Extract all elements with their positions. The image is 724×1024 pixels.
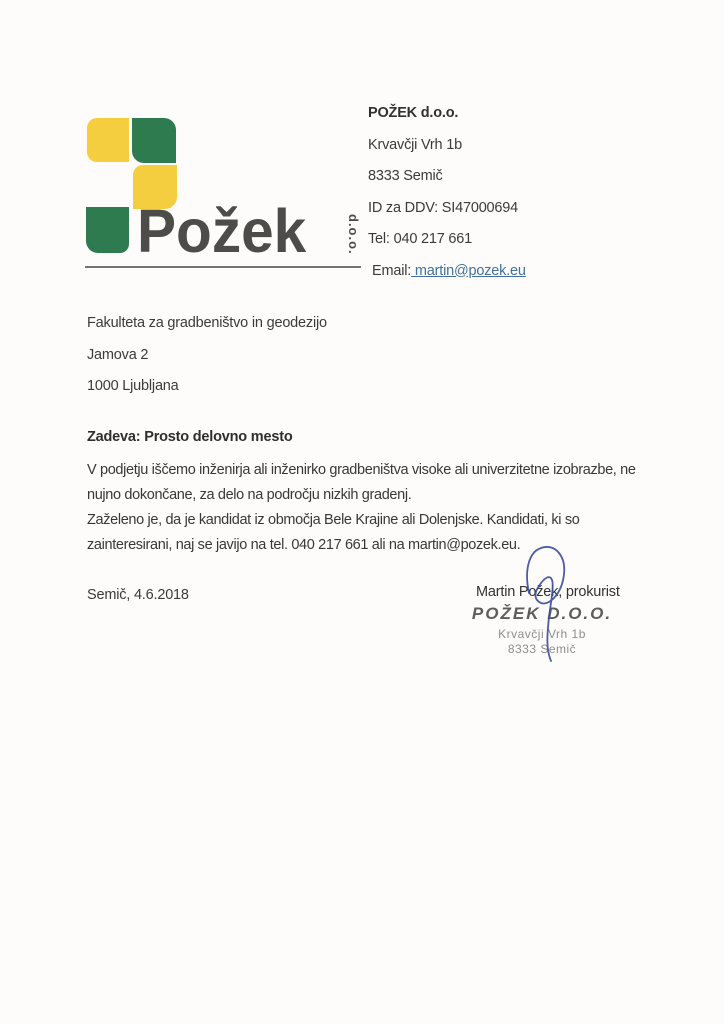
paragraph-line: Zaželeno je, da je kandidat iz območja Bele Krajine ali Dolenjske. Kandidati, ki so — [87, 512, 580, 528]
stamp-street: Krvavčji Vrh 1b — [498, 627, 586, 641]
paragraph-line: V podjetju iščemo inženirja ali inženirko gradbeništva visoke ali univerzitetne izobrazbe, ne — [87, 462, 636, 478]
recipient-street: Jamova 2 — [87, 346, 149, 363]
company-name: POŽEK d.o.o. — [368, 105, 459, 121]
logo-wordmark: Požek — [137, 197, 307, 265]
logo-square-yellow-top — [87, 118, 129, 162]
company-city: 8333 Semič — [368, 168, 443, 184]
company-stamp — [452, 604, 632, 657]
recipient-name: Fakulteta za gradbeništvo in geodezijo — [87, 315, 327, 331]
company-vat-id: ID za DDV: SI47000694 — [368, 199, 519, 216]
logo-square-green-bottom — [86, 207, 129, 253]
paragraph-line: zainteresirani, naj se javijo na tel. 040 217 661 ali na martin@pozek.eu. — [87, 537, 521, 553]
logo-underline — [85, 266, 361, 268]
recipient-city: 1000 Ljubljana — [87, 378, 179, 394]
company-street: Krvavčji Vrh 1b — [368, 136, 462, 153]
body-paragraph-1 — [87, 458, 636, 508]
company-email-row — [368, 261, 526, 293]
logo-suffix: d.o.o. — [346, 214, 361, 255]
logo-square-green-top — [132, 118, 176, 163]
stamp-city: 8333 Semič — [507, 642, 577, 656]
signer-name: Martin Požek, prokurist — [476, 584, 620, 600]
recipient-address-block — [87, 313, 327, 408]
company-phone: Tel: 040 217 661 — [368, 231, 473, 247]
email-link[interactable]: martin@pozek.eu — [411, 262, 526, 279]
company-info-block — [368, 103, 526, 292]
paragraph-line: nujno dokončane, za delo na področju nizkih gradenj. — [87, 487, 412, 503]
body-paragraph-2 — [87, 508, 579, 558]
stamp-company-name: POŽEK D.O.O. — [471, 604, 613, 623]
subject-line: Zadeva: Prosto delovno mesto — [87, 429, 293, 445]
email-label: Email: — [372, 262, 412, 279]
place-and-date: Semič, 4.6.2018 — [87, 587, 189, 603]
